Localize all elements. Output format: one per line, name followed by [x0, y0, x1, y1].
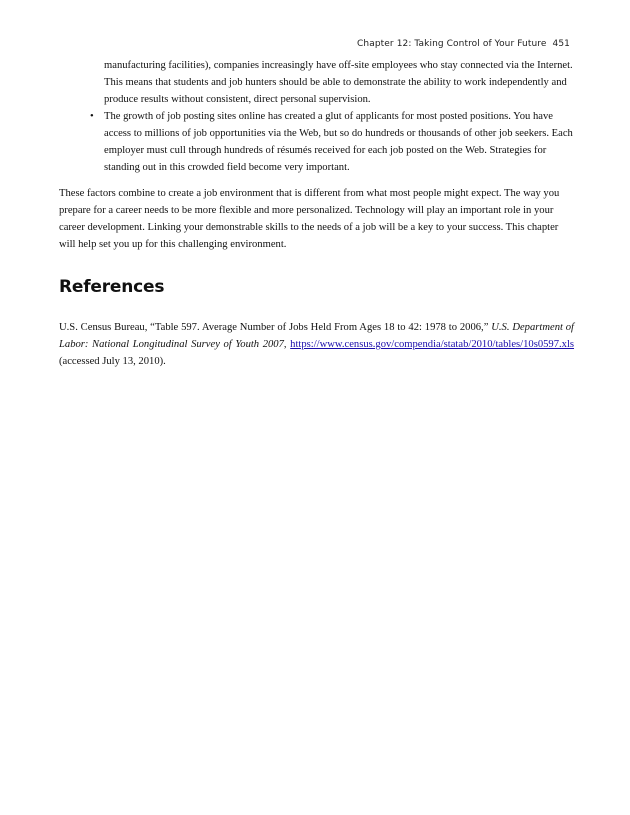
bullet-text: The growth of job posting sites online has created a glut of applicants for most posted positions. You have access to millions of job opportunities via the Web, but so do hundreds or thousands of other job seekers. Each employer must cull through hundreds of résumés received for each job posted on the Web. Strategies for standing out in this crowded field become very important.	[104, 111, 573, 173]
page-number: 451	[552, 39, 570, 49]
bullet-continuation-text: manufacturing facilities), companies increasingly have off-site employees who stay connected via the Internet. This means that students and job hunters should be able to demonstrate the ability to work independently and produce results without consistent, direct personal supervision.	[104, 60, 573, 105]
running-title: Chapter 12: Taking Control of Your Future	[357, 39, 547, 49]
bullet-marker: •	[90, 111, 94, 122]
bullet-list	[90, 108, 574, 176]
reference-suffix: (accessed July 13, 2010).	[59, 356, 166, 367]
reference-link[interactable]: https://www.census.gov/compendia/statab/2010/tables/10s0597.xls	[290, 339, 575, 350]
bullet-item	[90, 108, 574, 176]
running-header	[357, 39, 570, 49]
reference-source: U.S. Department of Labor: National Longitudinal Survey of Youth 2007	[59, 322, 575, 350]
reference-entry	[59, 319, 574, 370]
references-heading: References	[59, 277, 165, 297]
reference-separator: ,	[283, 339, 291, 350]
reference-prefix: U.S. Census Bureau, “Table 597. Average Number of Jobs Held From Ages 18 to 42: 1978 to 2006,”	[59, 322, 492, 333]
body-paragraph: These factors combine to create a job environment that is different from what most people might expect. The way you prepare for a career needs to be more flexible and more personalized. Technology will play an important role in your career development. Linking your demonstrable skills to the needs of a job will be a key to your success. This chapter will help set you up for this challenging environment.	[59, 188, 560, 250]
